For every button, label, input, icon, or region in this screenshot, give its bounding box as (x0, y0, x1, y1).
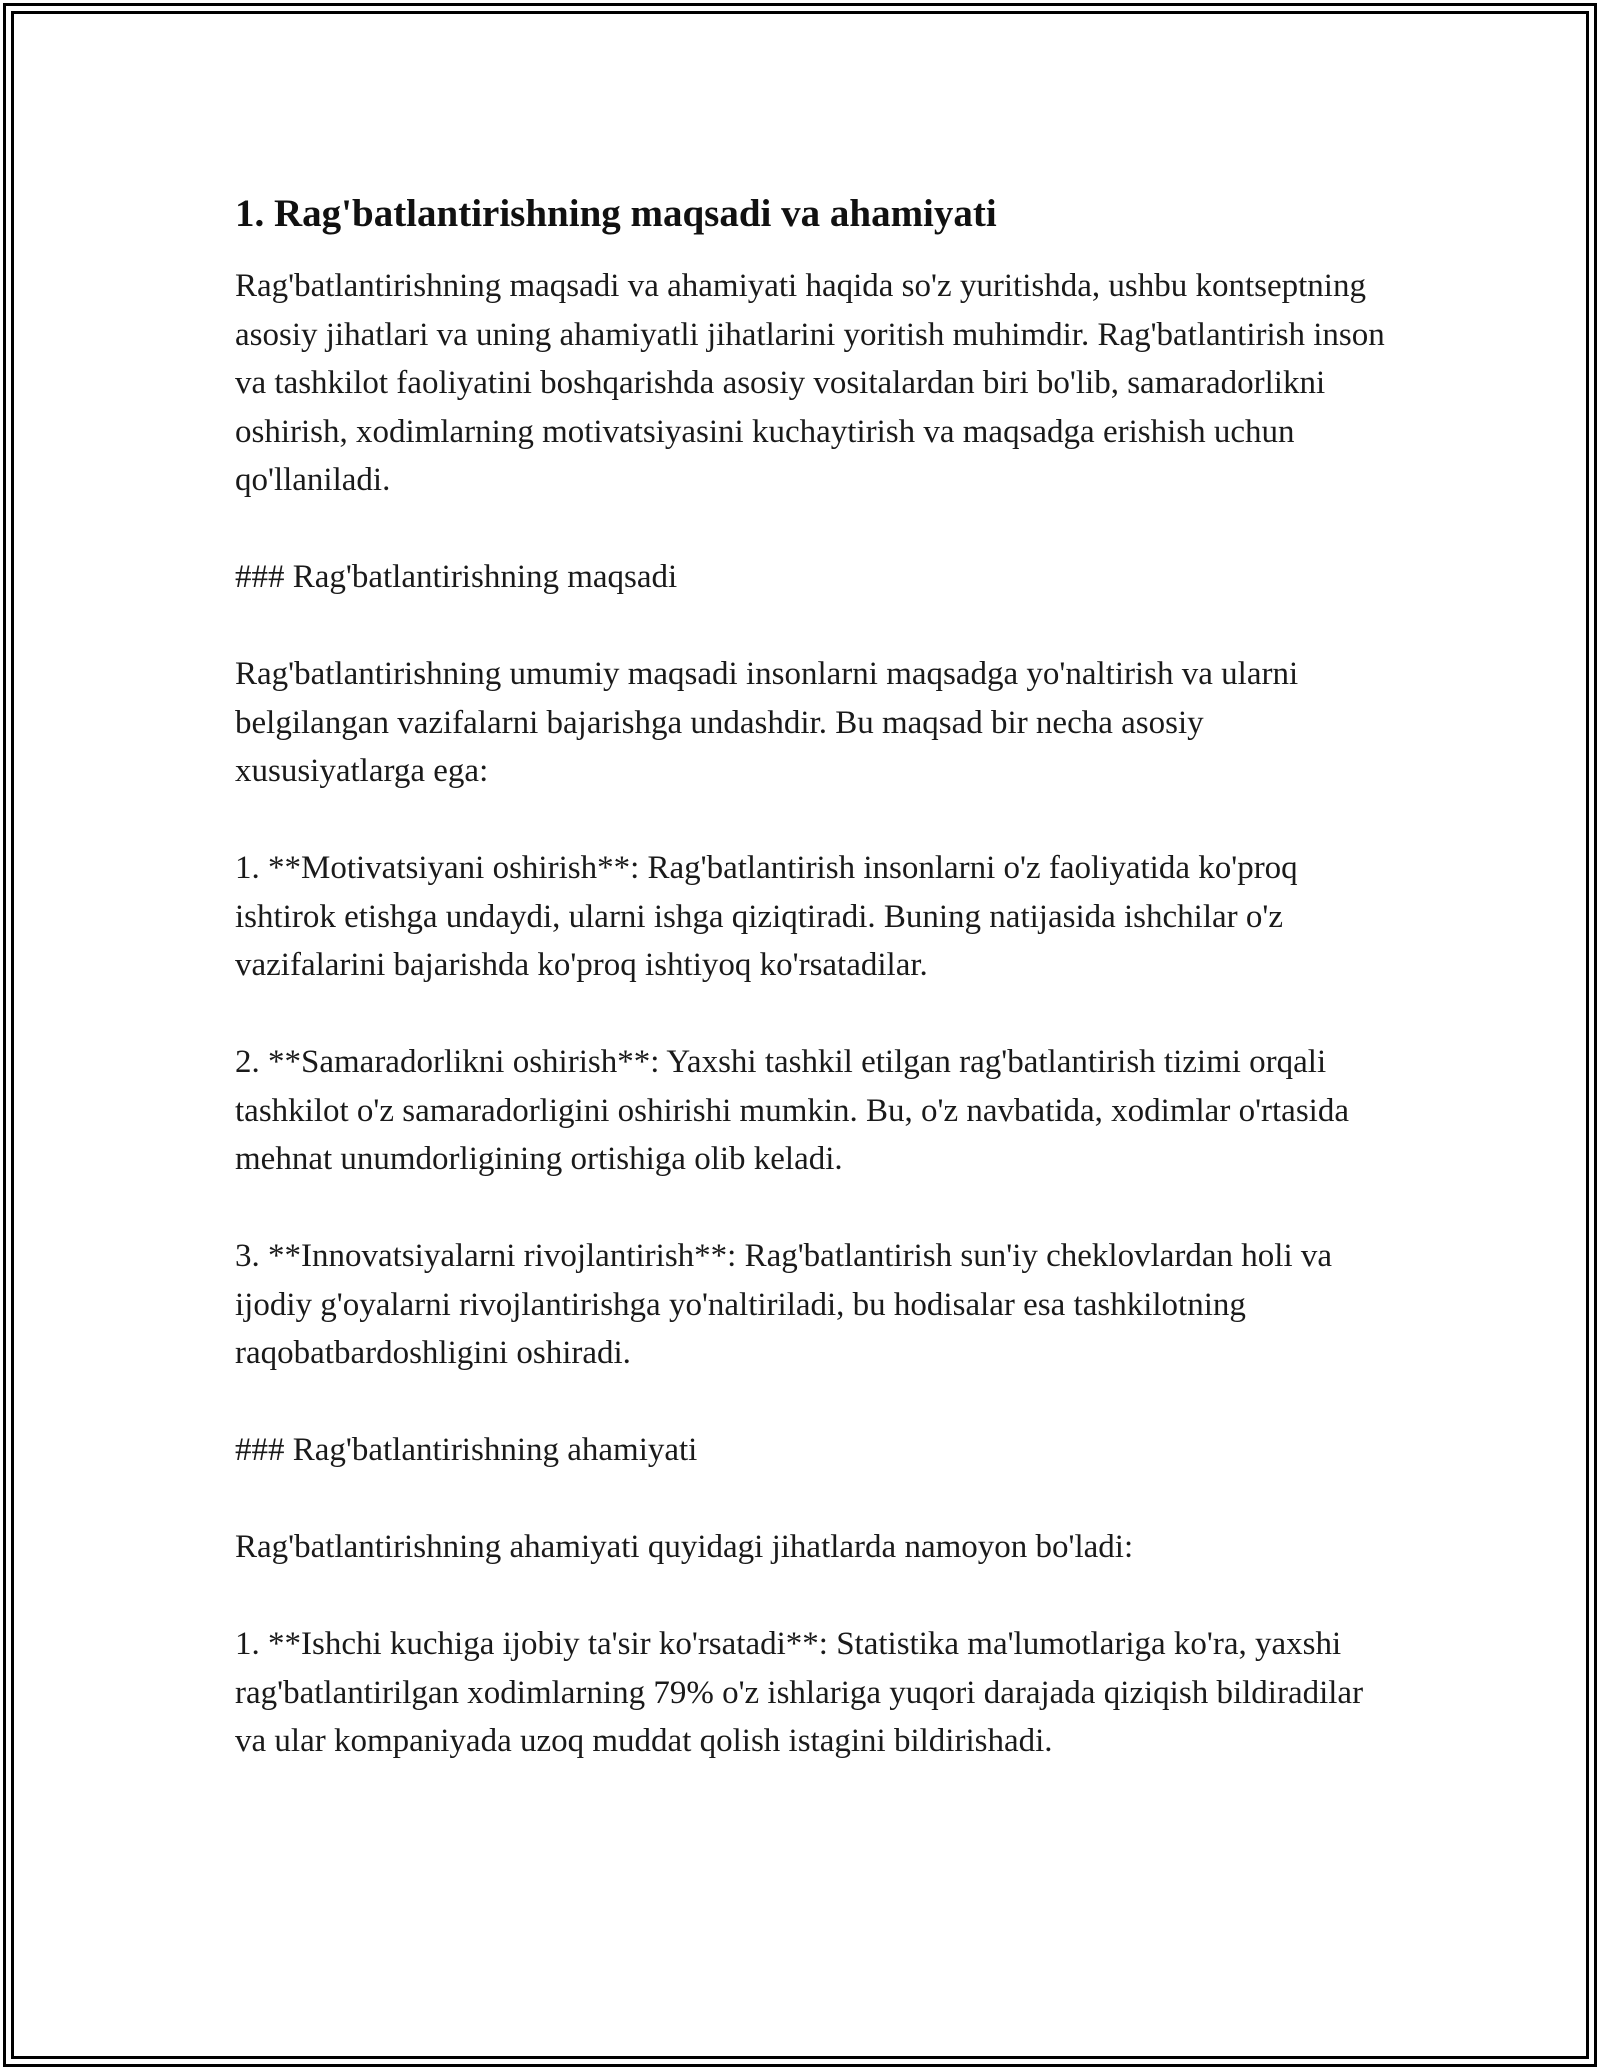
section-heading-ahamiyati: ### Rag'batlantirishning ahamiyati (235, 1432, 698, 1468)
list-item-samaradorlik: 2. **Samaradorlikni oshirish**: Yaxshi tashkil etilgan rag'batlantirish tizimi orqali tashkilot o'z samaradorligini oshirishi mumkin. Bu, o'z navbatida, xodimlar o'rtasida mehnat unumdorligining ortishiga olib keladi. (235, 1044, 1349, 1177)
list-item-ishchi-kuchi: 1. **Ishchi kuchiga ijobiy ta'sir ko'rsatadi**: Statistika ma'lumotlariga ko'ra, yaxshi rag'batlantirilgan xodimlarning 79% o'z ishlariga yuqori darajada qiziqish bildiradilar va ular kompaniyada uzoq muddat qolish istagini bildirishadi. (235, 1626, 1364, 1759)
list-item-innovatsiya: 3. **Innovatsiyalarni rivojlantirish**: Rag'batlantirish sun'iy cheklovlardan holi va ijodiy g'oyalarni rivojlantirishga yo'naltiriladi, bu hodisalar esa tashkilotning raqobatbardoshligini oshiradi. (235, 1238, 1333, 1371)
document-body (235, 186, 1385, 1814)
maqsadi-intro-paragraph: Rag'batlantirishning umumiy maqsadi insonlarni maqsadga yo'naltirish va ularni belgilangan vazifalarni bajarishga undashdir. Bu maqsad bir necha asosiy xususiyatlarga ega: (235, 656, 1299, 789)
document-title: 1. Rag'batlantirishning maqsadi va ahamiyati (235, 192, 997, 235)
section-heading-maqsadi: ### Rag'batlantirishning maqsadi (235, 559, 678, 595)
intro-paragraph: Rag'batlantirishning maqsadi va ahamiyati haqida so'z yuritishda, ushbu kontseptning asosiy jihatlari va uning ahamiyatli jihatlarini yoritish muhimdir. Rag'batlantirish inson va tashkilot faoliyatini boshqarishda asosiy vositalardan biri bo'lib, samaradorlikni oshirish, xodimlarning motivatsiyasini kuchaytirish va maqsadga erishish uchun qo'llaniladi. (235, 268, 1385, 498)
ahamiyati-intro-paragraph: Rag'batlantirishning ahamiyati quyidagi jihatlarda namoyon bo'ladi: (235, 1529, 1134, 1565)
list-item-motivatsiya: 1. **Motivatsiyani oshirish**: Rag'batlantirish insonlarni o'z faoliyatida ko'proq ishtirok etishga undaydi, ularni ishga qiziqtiradi. Buning natijasida ishchilar o'z vazifalarini bajarishda ko'proq ishtiyoq ko'rsatadilar. (235, 850, 1298, 983)
